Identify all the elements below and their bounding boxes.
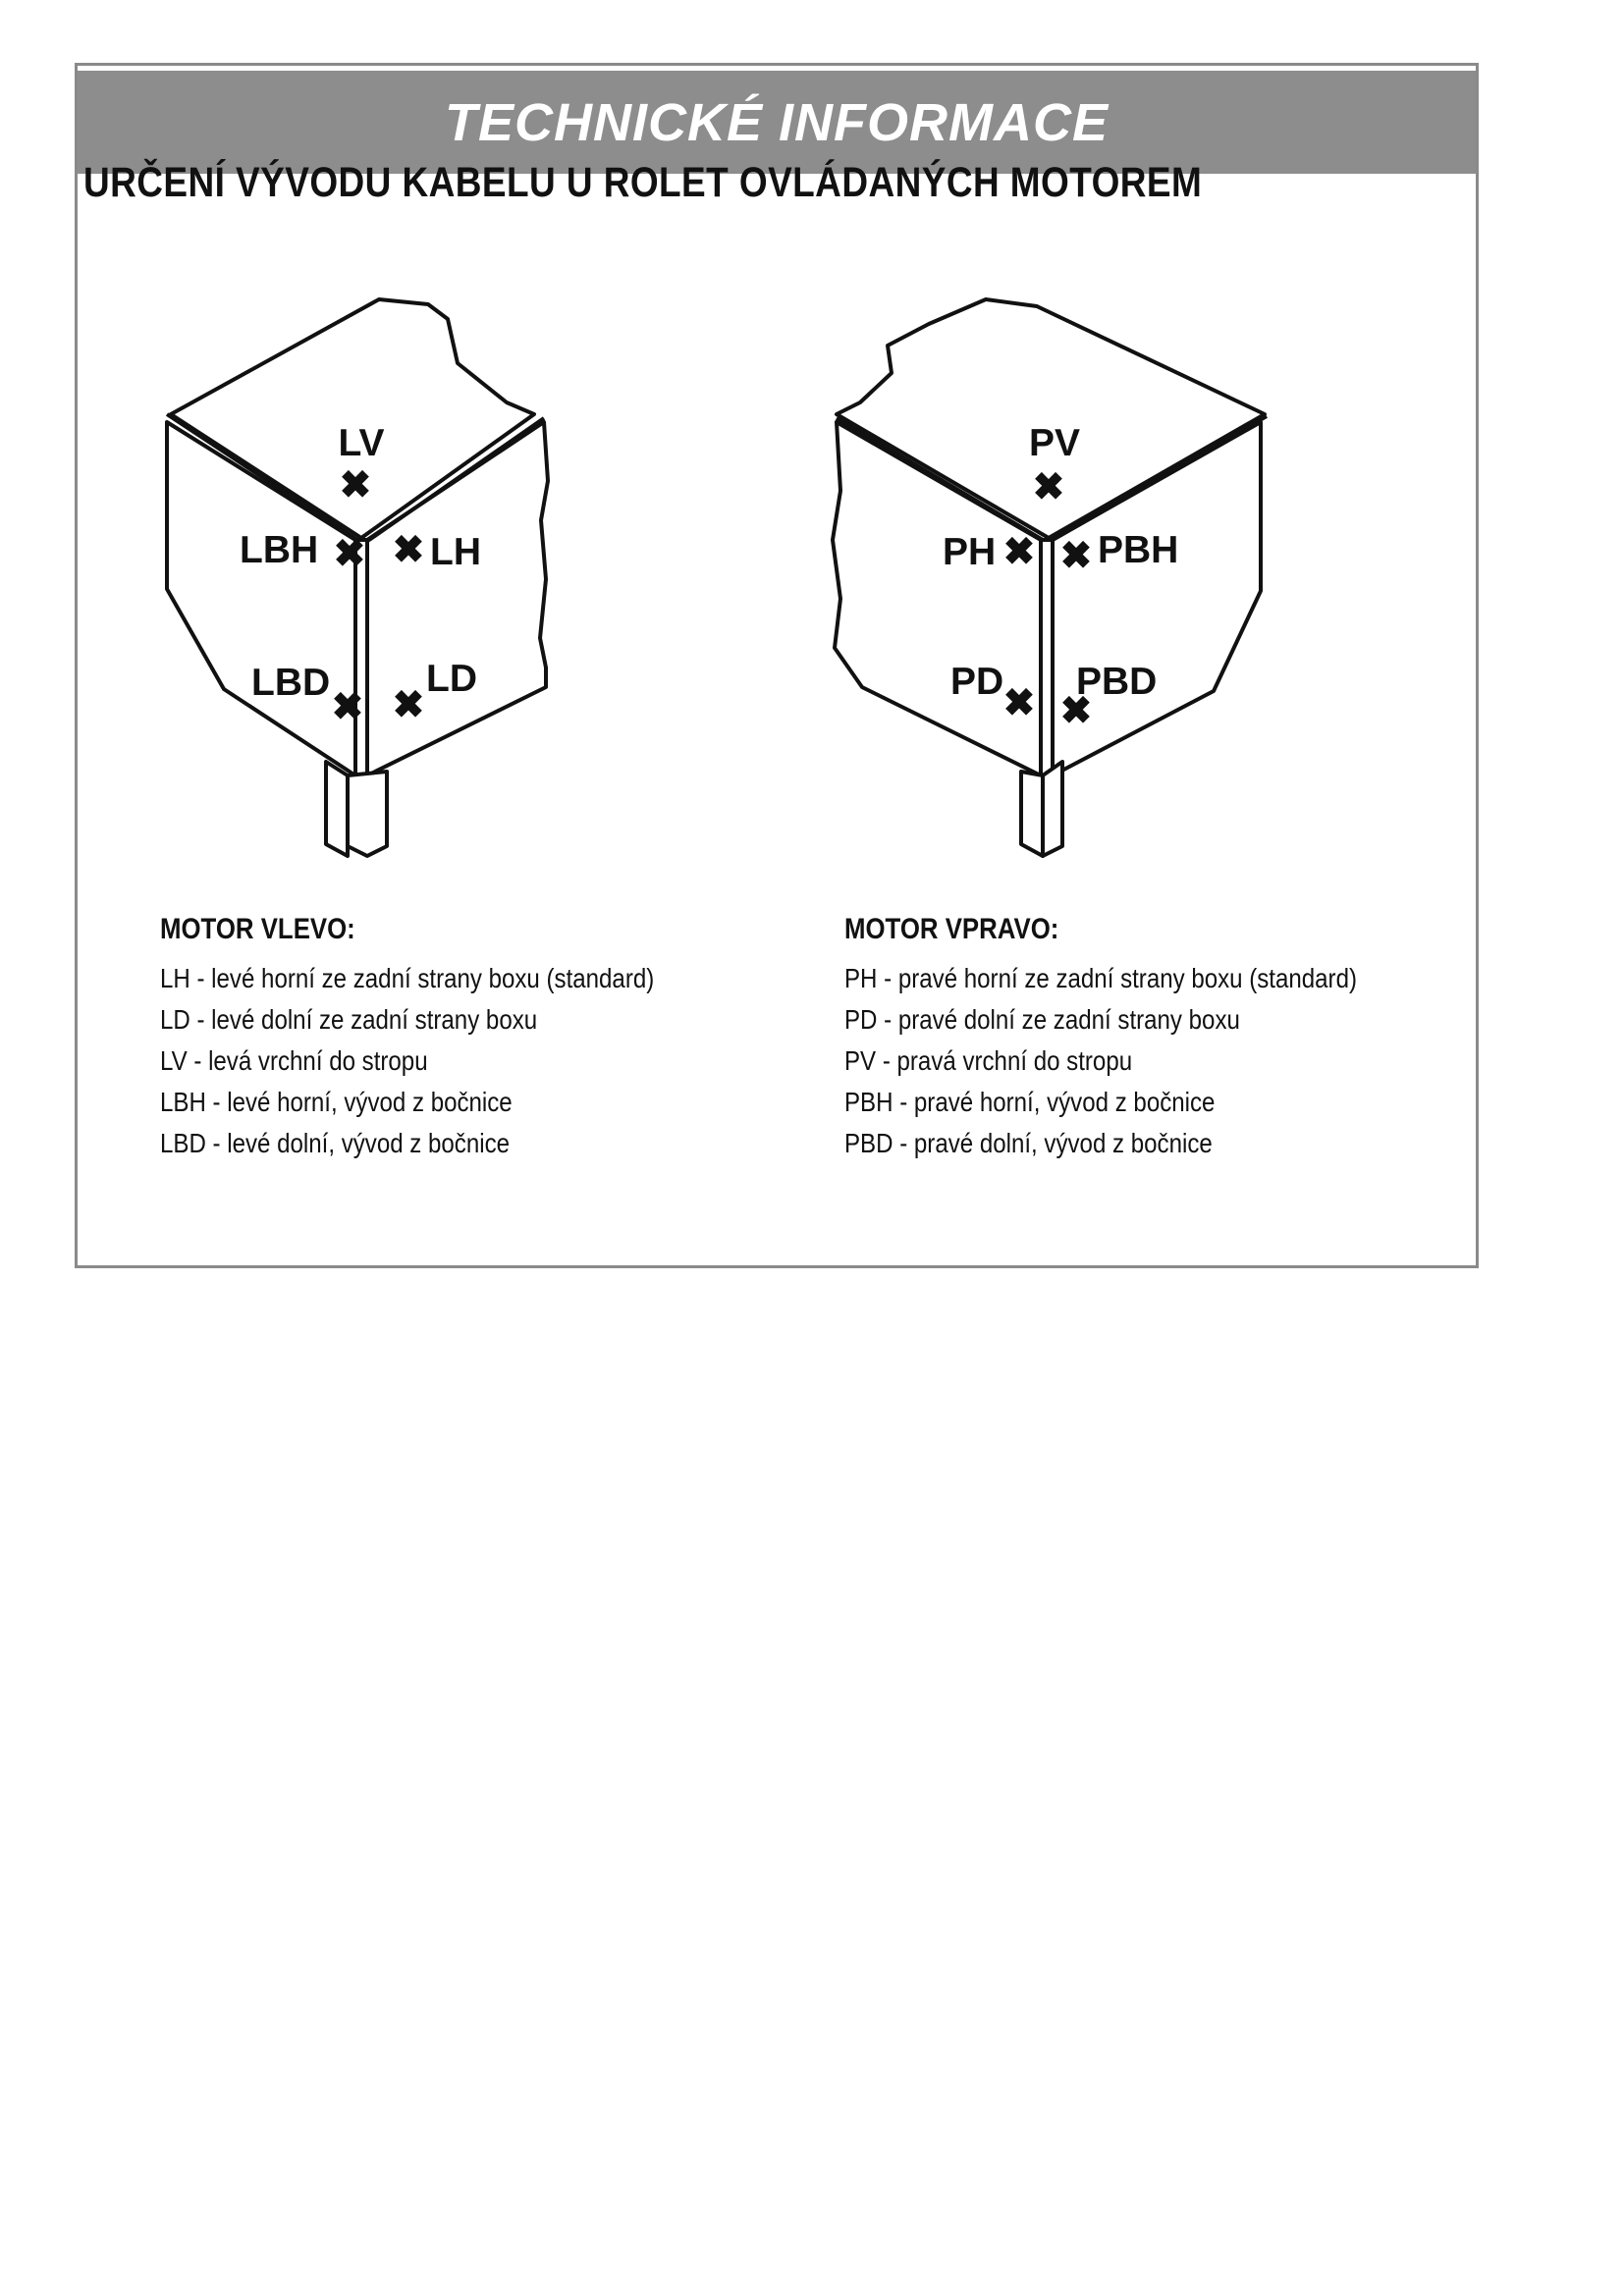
x-mark-icon: ✖ (331, 686, 364, 728)
label-pbh: PBH (1098, 529, 1179, 571)
box-drawing-right (742, 226, 1292, 874)
x-mark-icon: ✖ (1002, 531, 1036, 573)
legend-item: LBD - levé dolní, vývod z bočnice (160, 1128, 511, 1158)
legend-item: PV - pravá vrchní do stropu (844, 1045, 1133, 1076)
box-post-left (348, 772, 387, 856)
page-subtitle: URČENÍ VÝVODU KABELU U ROLET OVLÁDANÝCH MOTOREM (83, 159, 1203, 206)
x-mark-icon: ✖ (333, 533, 366, 575)
label-lv: LV (338, 422, 385, 464)
legend-motor-right (844, 913, 1440, 1164)
x-mark-icon: ✖ (339, 464, 372, 507)
box-drawing-left (75, 226, 624, 874)
box-post-right-side (1021, 772, 1043, 856)
legend-item: PH - pravé horní ze zadní strany boxu (standard) (844, 963, 1357, 993)
x-mark-icon: ✖ (1032, 466, 1065, 508)
legend-motor-left (160, 913, 734, 1164)
diagram-motor-right (742, 226, 1292, 874)
box-post-left-side (326, 762, 348, 856)
x-mark-icon: ✖ (392, 684, 425, 726)
diagram-motor-left (75, 226, 624, 874)
x-mark-icon: ✖ (392, 529, 425, 571)
label-pv: PV (1028, 422, 1081, 464)
label-ph: PH (943, 531, 997, 573)
label-pbd: PBD (1076, 661, 1158, 703)
x-mark-icon: ✖ (1002, 682, 1036, 724)
label-ld: LD (426, 658, 477, 700)
box-post-right (1043, 762, 1062, 856)
legend-heading: MOTOR VLEVO: (160, 913, 355, 945)
legend-heading: MOTOR VPRAVO: (844, 913, 1059, 945)
legend-item: LH - levé horní ze zadní strany boxu (standard) (160, 963, 655, 993)
label-lh: LH (430, 531, 481, 573)
legend-item: LV - levá vrchní do stropu (160, 1045, 428, 1076)
legend-item: LBH - levé horní, vývod z bočnice (160, 1087, 513, 1117)
header-bar (78, 66, 1476, 174)
label-pd: PD (950, 661, 1004, 703)
legend-item: LD - levé dolní ze zadní strany boxu (160, 1004, 538, 1035)
legend-item: PBD - pravé dolní, vývod z bočnice (844, 1128, 1213, 1158)
legend-item: PBH - pravé horní, vývod z bočnice (844, 1087, 1216, 1117)
x-mark-icon: ✖ (1059, 535, 1093, 577)
label-lbh: LBH (240, 529, 319, 571)
header-title: TECHNICKÉ INFORMACE (445, 92, 1109, 152)
x-mark-icon: ✖ (1059, 690, 1093, 732)
legend-item: PD - pravé dolní ze zadní strany boxu (844, 1004, 1240, 1035)
label-lbd: LBD (251, 662, 331, 704)
